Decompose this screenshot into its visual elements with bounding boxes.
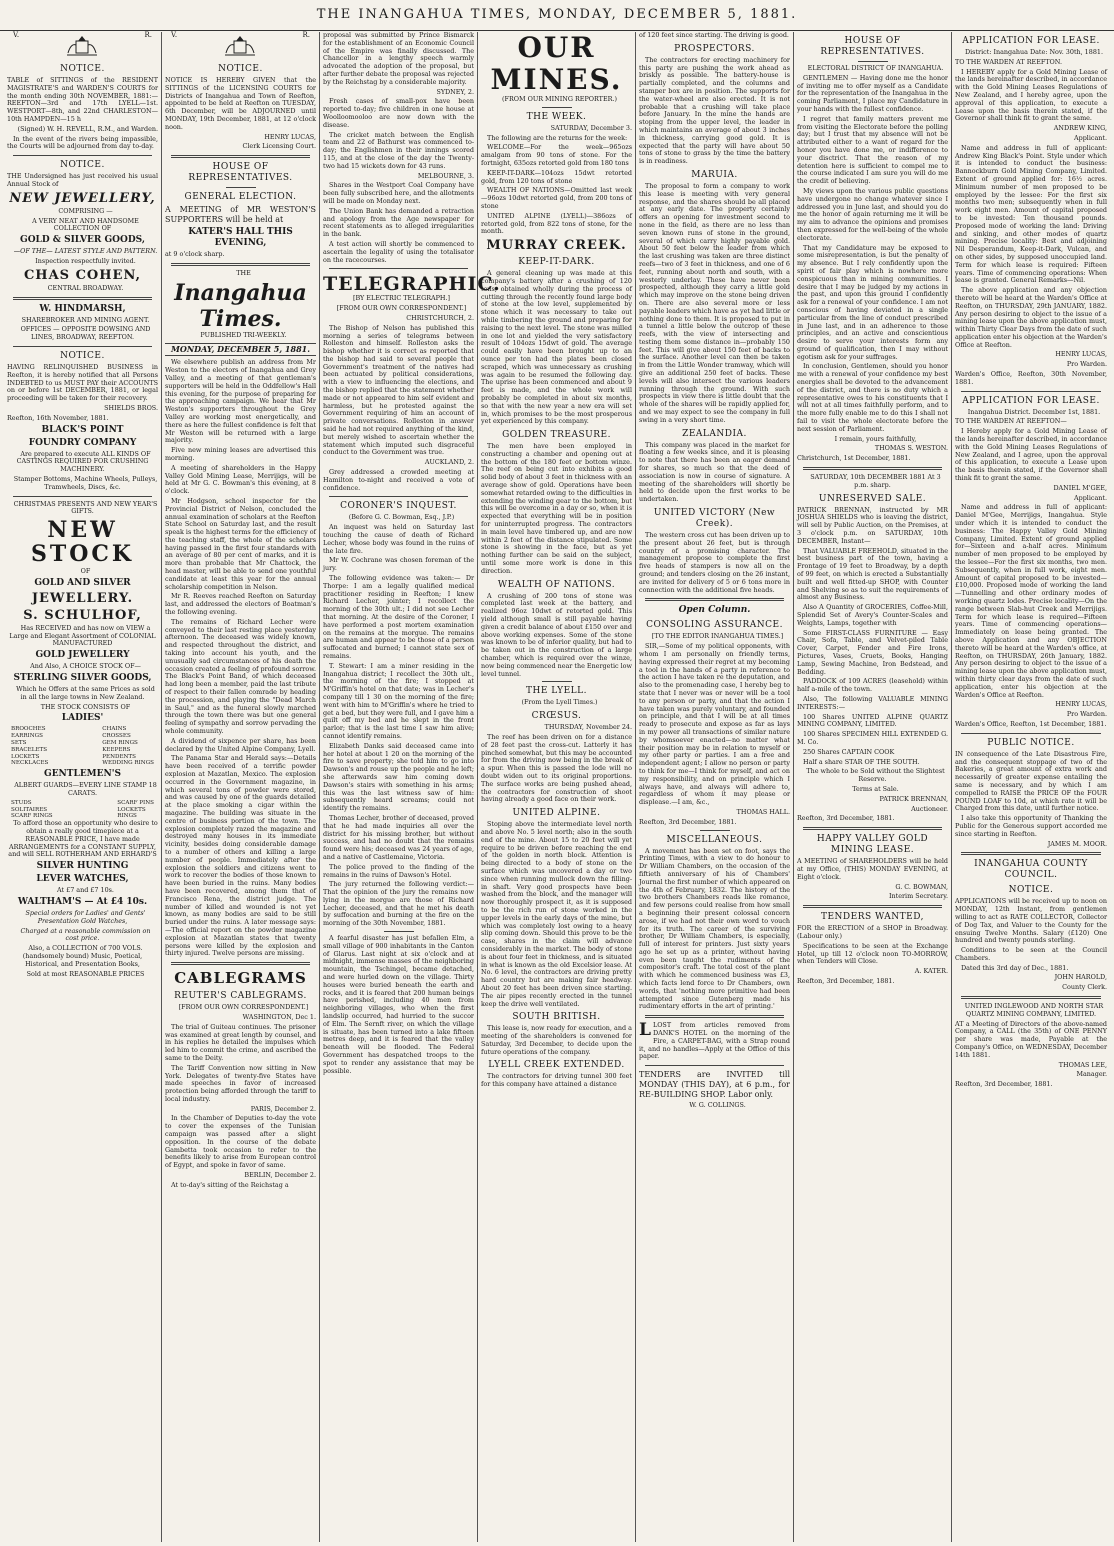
list-item: WEDDING RINGS bbox=[102, 760, 154, 767]
article-paragraph: Five new mining leases are advertised this morning. bbox=[165, 446, 316, 462]
dateline-melbourne: MELBOURNE, 3. bbox=[417, 171, 474, 180]
gents-list-left bbox=[11, 800, 53, 820]
divider bbox=[961, 391, 1101, 392]
lost-notice-text: LOST from articles removed from DANK'S HOTEL on the morning of the Fire, a CARPET-BAG, with a Strap round it, and no handles—Apply at the Office of this paper. bbox=[639, 1021, 790, 1061]
cohen-address: CENTRAL BROADWAY. bbox=[47, 283, 124, 292]
list-item: NECKLACES bbox=[11, 760, 49, 767]
mining-paragraph: This lease is, now ready for execution, and a meeting of the shareholders is convened for Saturday, 3rd December, to decide upon the future operations of the company. bbox=[481, 1024, 632, 1056]
list-item: GEM RINGS bbox=[102, 740, 138, 747]
vr-header bbox=[165, 32, 316, 60]
the-week-heading: THE WEEK. bbox=[526, 111, 587, 122]
list-item: BRACELETS bbox=[11, 746, 48, 753]
gentlemens-heading: GENTLEMEN'S bbox=[44, 769, 121, 780]
happy-valley-secretary: Interim Secretary. bbox=[889, 892, 948, 901]
address-date: Christchurch, 1st December, 1881. bbox=[797, 454, 911, 463]
albert-guards-text: ALBERT GUARDS—EVERY LINE STAMP 18 CARATS. bbox=[14, 781, 157, 798]
council-clerk: County Clerk. bbox=[1062, 983, 1107, 992]
mining-paragraph: The following are the returns for the week: bbox=[487, 133, 628, 142]
dateline-thursday: THURSDAY, November 24. bbox=[544, 723, 632, 732]
article-paragraph: Thomas Lecher, brother of deceased, proved that he had made inquiries all over the district for his missing brother, but without success, and had no doubt that the remains found were his; deceased was 24 years of age, and a native of Castlemaine, Victoria. bbox=[323, 813, 474, 861]
article-paragraph: Elizabeth Danks said deceased came into her hotel at about 1 20 on the morning of the fire to save property; she told him to go into Dawson's and rouse up the people and he left; she afterwards saw him coming down Dawson's stairs with something in his arms; this was the last witness saw of him: subsequently heard screams; could not identify the remains. bbox=[323, 741, 474, 813]
united-alpine-heading: UNITED ALPINE. bbox=[512, 808, 601, 819]
silver-hunting-heading: SILVER HUNTING bbox=[36, 861, 129, 872]
list-item: STUDS bbox=[11, 799, 32, 806]
charged-text: Charged at a reasonable commission on cost price. bbox=[20, 926, 151, 943]
application-1-signature: ANDREW KING, bbox=[1053, 124, 1107, 133]
christmas-text: CHRISTMAS PRESENTS AND NEW YEAR'S GIFTS. bbox=[13, 499, 158, 516]
article-paragraph: The police proved to the finding of the remains in the ruins of Dawson's Hotel. bbox=[323, 862, 474, 879]
divider bbox=[961, 733, 1101, 734]
ladies-heading: LADIES' bbox=[61, 713, 104, 724]
coroner-before: (Before G. C. Bowman, Esq., J.P.) bbox=[348, 513, 455, 522]
divider bbox=[329, 268, 468, 269]
divider bbox=[700, 830, 730, 831]
watch-price: At £7 and £7 10s. bbox=[57, 886, 114, 895]
article-paragraph: Shares in the Westport Coal Company have been fully subscribed here, and the allotments will be made on Monday next. bbox=[323, 181, 474, 205]
united-inglewood-heading: UNITED INGLEWOOD AND NORTH STAR QUARTZ MINING COMPANY, LIMITED. bbox=[964, 1002, 1104, 1018]
sale-item: That VALUABLE FREEHOLD, situated in the best business part of the town, having a Frontage of 19 feet to Broadway, by a depth of 99 feet, on which is erected a Substantially built and well fitted-up SHOP, with Counter and Shelving so as to suit the requirements of almost any Business. bbox=[797, 546, 948, 602]
divider bbox=[171, 155, 310, 158]
sterling-text: Which he Offers at the same Prices as sold in all the large towns in New Zealand. bbox=[16, 685, 155, 701]
hindmarsh-name: W. HINDMARSH, bbox=[39, 303, 126, 314]
application-2-warden: HENRY LUCAS, bbox=[1055, 700, 1107, 709]
article-paragraph: The jury returned the following verdict:—That the opinion of the jury the remains now lying in the morgue are those of Richard Lecher, deceased, and that he met his death by suffocation and burning at the fire on the morning of the 30th November, 1881. bbox=[323, 880, 474, 928]
article-paragraph: A fearful disaster has just befallen Elm, a small village of 900 inhabitants in the Canton of Glarus. Last night at six o'clock and at midnight, immense masses of the neighboring mountain, the Tschingel, became detached, and were hurled down on the village. Thirty houses were buried beneath the earth and rocks, and it is feared that 200 human beings have perished, including 40 men from neighboring villages, who when the first landslip occurred, had hurried to the succor of Elm. The Sernft river, on which the village is situate, has been turned into a lake fifteen metres deep, and it is feared that the valley beneath will be flooded. The Federal Government has despatched troops to the spot to render any assistance that may be possible. bbox=[323, 934, 474, 1075]
application-1-details: Name and address in full of applicant: Andrew King Black's Point. Style under which it is intended to conduct the business: Bannockburn Gold Mining Company, Limited. Extent of ground applied for: 16½ acres. Minimum number of men proposed to be employed by the lessee: For the first six months two men; subsequently when in full work eight men. Amount of capital proposed to be invested: Ten thousand pounds. Proposed mode of working the land: Driving and sinking, and other modes of quartz mining. Precise locality: Best and adjoining Nil Desperandum, Keep-it-Dark, Vulcan, and on other sides, by supposed unoccupied land. Term for which lease is required: Fifteen years. Time of commencing operations: When lease is granted. General Remarks—Nil. bbox=[955, 143, 1107, 285]
mining-paragraph: The contractors for driving tunnel 300 feet for this company have attained a distance bbox=[481, 1072, 632, 1089]
notice-3-text: HAVING RELINQUISHED BUSINESS in Reefton, it is hereby notified that all Persons INDEBTED to us MUST PAY their ACCOUNTS on or before 1st DECEMBER, 1881, or legal proceeding will be taken for their recovery. bbox=[7, 362, 158, 403]
mining-paragraph: Stoping above the intermediate level north and above No. 5 level north; also in the south end of the mine. About 15 to 20 feet will yet require to be driven before reaching the end of the golden in north block. Attention is being directed to a body of stone on the surface which was uncovered a day or two since when running mullock down the filling-in shaft. Very good prospects have been washed from the block, and the manager will now thoroughly prospect it, as it is supposed to be the rich run of stone worked in the upper levels in the early days of the mine, but which was completely lost owing to a heavy slip coming down. Should this prove to be the case, shares in the claim will advance considerably in the market. The body of stone is about four feet in thickness, and is situated in what is known as the old Excelsior lease. At No. 6 level, the contractors are driving pretty hard country but are making fair headway. About 20 feet has been driven since starting. The air pipes recently erected in the tunnel keep the drive well ventilated. bbox=[481, 820, 632, 1008]
letter-signature: THOMAS HALL. bbox=[736, 807, 790, 816]
list-item: EARRINGS bbox=[11, 733, 43, 740]
notice-signature-title: Clerk Licensing Court. bbox=[242, 142, 316, 151]
miscellaneous-heading: MISCELLANEOUS. bbox=[666, 834, 763, 845]
dateline-saturday: SATURDAY, December 3. bbox=[550, 123, 632, 132]
address-closing: I remain, yours faithfully, bbox=[834, 434, 917, 443]
notice-1-title: NOTICE. bbox=[60, 64, 105, 74]
gold-silver-heading: GOLD & SILVER GOODS, bbox=[20, 235, 145, 246]
lost-notice bbox=[639, 1022, 790, 1061]
united-inglewood-text: AT a Meeting of Directors of the above-named Company, a CALL (the 35th) of ONE PENNY per share was made, Payable at the Company's Office, on WEDNESDAY, December 14th 1881. bbox=[955, 1019, 1107, 1059]
notice-1-footer: In the event of the rivers being impassible, the Courts will be adjourned from day to-day. bbox=[7, 134, 158, 151]
foundry-text: Are prepared to execute ALL KINDS OF CASTINGS REQUIRED FOR CRUSHING MACHINERY. bbox=[16, 449, 151, 474]
to-editor-label: [TO THE EDITOR INANGAHUA TIMES.] bbox=[651, 632, 784, 641]
south-british-heading: SOUTH BRITISH. bbox=[512, 1012, 601, 1023]
divider bbox=[542, 107, 572, 108]
prospectors-heading: PROSPECTORS. bbox=[674, 43, 755, 54]
list-item: CHAINS bbox=[102, 726, 127, 733]
divider bbox=[858, 61, 888, 62]
stock-consists: THE STOCK CONSISTS OF bbox=[40, 702, 131, 711]
article-paragraph: The Panama Star and Herald says:—Details have been received of a terrific powder explosion at Mazatlan, Mexico. The explosion occurred in the Government magazine, in which several tons of powder were stored, and was caused by one of the guards detailed at the place smoking a cigar within the magazine. The building was situate in the centre of business portion of the town. The explosion completely razed the magazine and destroyed many houses in its immediate vicinity, besides doing considerable damage to a number of others and killing a large number of people. Immediately after the explosion the soldiers and citizens went to work to recover the bodies of those known to have been buried in the ruins. Many bodies have been recovered, among them that of Francisco Rena, the district judge. The number of killed and wounded is not yet known, as many bodies are said to be still buried under the ruins. A later message says:—The official report on the powder magazine explosion at Mazatlan states that twenty persons were killed by the explosion and thirty injured. Twelve persons are missing. bbox=[165, 754, 316, 958]
council-text: APPLICATIONS will be received up to noon on MONDAY, 12th Instant, from gentlemen willing to act as RATE COLLECTOR, Collector of Dog Tax, and Valuer to the County for the ensuing Twelve Months. Salary (£120) One hundred and twenty pounds sterling. bbox=[955, 897, 1107, 945]
sale-item: Also, The following VALUABLE MINING INTERESTS:— bbox=[797, 694, 948, 711]
choice-stock-text: And Also, A CHOICE STOCK OF— bbox=[30, 662, 141, 671]
sale-intro: PATRICK BRENNAN, instructed by MR JOSHUA SHIELDS who is leaving the district, will sell by Public Auction, on the Premises, at 3 o'clock p.m. on SATURDAY, 10th DECEMBER, Instant— bbox=[797, 505, 948, 545]
mining-paragraph: This company was placed in the market for floating a few weeks since, and it is pleasing to note that there has been an eager demand for shares, so much so that the deed of association is now in course of signature. A meeting of the shareholders will shortly be held to decide upon the first works to be undertaken. bbox=[639, 440, 790, 504]
sale-item: 250 Shares CAPTAIN COOK bbox=[803, 747, 895, 756]
vr-right: R. bbox=[144, 31, 152, 39]
schulhof-text: Has RECEIVED and has now on VIEW a Large and Elegant Assortment of COLONIAL MANUFACTURED bbox=[9, 623, 156, 648]
list-item: CROSSES bbox=[102, 733, 131, 740]
divider bbox=[961, 996, 1101, 999]
dateline: MONDAY, DECEMBER 5, 1881. bbox=[165, 343, 316, 357]
article-paragraph: The remains of Richard Lecher were conveyed to their last resting place yesterday afternoon. The deceased was widely known, and respected throughout the district, and taking into account his youth, and the unusually sad circumstances of his death the occasion created a feeling of profound sorrow. The Black's Point Band, of which deceased had long been a member, paid the last tribute of respect to their fallen comrade by heading the procession, and playing the "Dead March in Saul," and as the funeral slowly marched through the town there was but one general feeling of sympathy and sorrow pervading the whole community. bbox=[165, 617, 316, 736]
of-label: OF bbox=[80, 567, 91, 576]
mining-paragraph: The contractors for erecting machinery for this party are pushing the work ahead as briskly as possible. The battery-house is partially completed, and the columns and stamper box are in position. The supports for the water-wheel are also erected. It is not probable that a crushing will take place before January. In the mine the hands are stoping from the upper level, the leader in which maintains an average of about 3 inches in thickness, carrying good gold. It is expected that the party will have about 50 tons of stone to grass by the time the battery is in readiness. bbox=[639, 55, 790, 166]
mining-return: WELCOME—For the week—965ozs amalgam from 90 tons of stone. For the fortnight, 635ozs retorted gold from 180 tons bbox=[481, 143, 632, 167]
united-inglewood-manager: Manager. bbox=[1076, 1070, 1107, 1079]
tenders-wanted-signature: A. KATER. bbox=[914, 967, 948, 976]
divider bbox=[645, 598, 784, 601]
auctioneer-title: Auctioneer. bbox=[911, 804, 948, 813]
list-item: KEEPERS bbox=[102, 746, 131, 753]
house-heading: HOUSE OF REPRESENTATIVES. bbox=[188, 162, 293, 184]
meeting-time: at 9 o'clock sharp. bbox=[165, 250, 225, 259]
application-2-district: Inangahua District. December 1st, 1881. bbox=[967, 407, 1101, 416]
address-signature: THOMAS S. WESTON. bbox=[874, 444, 948, 453]
foundry-name-1: BLACK'S POINT bbox=[41, 424, 124, 435]
latest-style-text: —OF THE— LATEST STYLE AND PATTERN. bbox=[13, 247, 158, 256]
special-orders: Special orders for Ladies' and Gents' Presentation Gold Watches, bbox=[25, 909, 146, 925]
lever-watches-heading: LEVER WATCHES, bbox=[36, 874, 129, 885]
correspondent-label: [FROM OUR OWN CORRESPONDENT.] bbox=[336, 304, 467, 313]
public-notice-heading: PUBLIC NOTICE. bbox=[987, 737, 1075, 748]
sale-item: Also A Quantity of GROCERIES, Coffee-Mill, Splendid Set of Avery's Counter-Scales and Weights, Lamps, together with bbox=[797, 603, 948, 627]
jewellery-heading-2: JEWELLERY. bbox=[31, 590, 134, 606]
lyell-creek-heading: LYELL CREEK EXTENDED. bbox=[488, 1060, 625, 1071]
foundry-items: Stamper Bottoms, Machine Wheels, Pulleys, Tramwheels, Discs, &c. bbox=[13, 474, 158, 491]
sold-text: Sold at most REASONABLE PRICES bbox=[26, 969, 145, 978]
list-item: SCARF RINGS bbox=[11, 813, 53, 820]
article-paragraph: The cricket match between the English team and 22 of Bathurst was commenced to-day; the Englishmen in their innings scored 115, and at the close of the day the Twenty-two had 15 wickets down for 43 runs. bbox=[323, 130, 474, 170]
sale-date-footer: Reefton, 3rd December, 1881. bbox=[797, 814, 895, 823]
article-paragraph: Grey addressed a crowded meeting at Hamilton to-night and received a vote of confidence. bbox=[323, 468, 474, 492]
golden-treasure-heading: GOLDEN TREASURE. bbox=[502, 430, 611, 441]
notice-title: NOTICE. bbox=[218, 64, 263, 74]
mining-return: UNITED ALPINE (LYELL)—386ozs of retorted gold, from 822 tons of stone, for the month. bbox=[481, 211, 632, 236]
article-paragraph: A meeting of shareholders in the Happy Valley Gold Mining Lease, Merrijigs, will be held at Mr G. C. Bowman's this evening, at 8 o'clock. bbox=[165, 463, 316, 496]
gents-list-right bbox=[117, 800, 154, 820]
divider bbox=[171, 962, 310, 965]
divider bbox=[961, 852, 1101, 855]
divider bbox=[13, 155, 152, 156]
electric-telegraph-label: [BY ELECTRIC TELEGRAPH.] bbox=[352, 294, 451, 303]
council-conditions: Conditions to be seen at the Council Chambers. bbox=[955, 946, 1107, 962]
article-paragraph: Mr W. Cochrane was chosen foreman of the jury. bbox=[323, 556, 474, 573]
sale-item: 100 Shares SPECIMEN HILL EXTENDED G. M. Co. bbox=[797, 730, 948, 746]
mining-paragraph: The reef has been driven on for a distance of 28 feet past the cross-cut. Latterly it has pinched somewhat, but this may be accounted for from the driving now being in the break of a spur. When this is passed the lode will no doubt widen out to its original proportions. The surface works are being pushed ahead, the contractors for construction of shoot having already a good face on their work. bbox=[481, 733, 632, 804]
application-2-text: I Hereby apply for a Gold Mining Lease of the lands hereinafter described, in accordance with the Gold Mining Leases Regulations of New Zealand, and I agree, upon the approval of this application, to execute a Lease upon the basis therein stated, if the Governor shall think fit to grant the same. bbox=[955, 427, 1107, 483]
reuter-heading: REUTER'S CABLEGRAMS. bbox=[174, 991, 307, 1002]
list-item: SOLITAIRES bbox=[11, 806, 48, 813]
county-council-heading: INANGAHUA COUNTY COUNCIL. bbox=[974, 859, 1088, 881]
divider bbox=[645, 1065, 784, 1066]
application-1-to: TO THE WARDEN AT REEFTON. bbox=[955, 57, 1063, 66]
sale-date: SATURDAY, 10th DECEMBER 1881 At 3 p.m. sharp. bbox=[810, 473, 941, 489]
council-notice-heading: NOTICE. bbox=[1008, 885, 1054, 896]
notice-text: NOTICE IS HEREBY GIVEN that the SITTINGS of the LICENSING COURTS for Districts of Inangahua and Town of Reefton, appointed to be held at Reefton on TUESDAY, 6th December, will be ADJOURNED until MONDAY, 19th December, 1881, at 12 o'clock noon. bbox=[165, 76, 316, 131]
divider bbox=[13, 346, 152, 347]
list-item: RINGS bbox=[117, 813, 137, 820]
list-item: BROOCHES bbox=[11, 726, 46, 733]
divider bbox=[645, 1015, 784, 1018]
council-dated: Dated this 3rd day of Dec., 1881. bbox=[961, 963, 1069, 972]
sale-reserve: The whole to be Sold without the Slightest Reserve. bbox=[806, 767, 945, 784]
council-signature: JOHN HAROLD, bbox=[1054, 973, 1107, 982]
article-paragraph: We elsewhere publish an address from Mr Weston to the electors of Inangahua and Grey Valley, and a meeting of that gentleman's supporters will be held in the Oddfellow's Hall this evening, for the purpose of preparing for the approaching campaign. We hear that Mr Weston's supporters throughout the Grey Valley are working most energetically, and there as here the fullest confidence is felt that Mr Weston will be returned with a large majority. bbox=[165, 358, 316, 445]
letter-date: Reefton, 3rd December, 1881. bbox=[639, 817, 737, 826]
divider bbox=[384, 931, 414, 932]
assortment-text: A VERY NEAT AND HANDSOME COLLECTION OF bbox=[32, 216, 139, 233]
list-item: PENDENTS bbox=[102, 753, 136, 760]
lyell-times-label: (From the Lyell Times.) bbox=[521, 698, 598, 707]
public-notice-signature: JAMES M. MOOR. bbox=[1047, 839, 1107, 848]
column-3 bbox=[320, 31, 501, 1542]
tenders-signature: W. G. COLLINGS. bbox=[689, 1101, 746, 1110]
mining-paragraph: The men have been employed in constructing a chamber and opening out at the bottom of the 180 feet or bottom winze. The reef on being cut into exhibits a good solid body of about 3 feet in thickness with an average show of gold. Operations have been somewhat retarded owing to the difficulties in extending the winding gear to the bottom, but this will be overcome in a day or so, when it is expected that everything will be in position for uninterrupted progress. The contractors in main level have timbered up, and are now within 2 feet of the distance stipulated. Some stone is showing in the face, but as yet nothing further can be said on the subject, until some more work is done in this direction. bbox=[481, 442, 632, 575]
cable-paragraph: The trial of Guiteau continues. The prisoner was examined at great length by counsel, and in his replies he detailed the impulses which led him to commit the crime, and ascribed the same to the Deity. bbox=[165, 1022, 316, 1062]
offices-text: OFFICES — OPPOSITE DOWSING AND LINES, BROADWAY, REEFTON. bbox=[20, 325, 151, 342]
column-4 bbox=[478, 32, 636, 1542]
united-inglewood-signature: THOMAS LEE, bbox=[1058, 1060, 1107, 1069]
wealth-of-nations-heading: WEALTH OF NATIONS. bbox=[497, 579, 616, 590]
application-2-applicant: Applicant. bbox=[1074, 493, 1107, 502]
list-item: LOCKETS bbox=[117, 806, 146, 813]
notice-3-title: NOTICE. bbox=[60, 350, 105, 361]
newspaper-columns bbox=[4, 32, 1110, 1542]
telegraphic-heading: TELEGRAPHIC. bbox=[323, 273, 501, 296]
article-paragraph: proposal was submitted by Prince Bismarck for the establishment of an Economic Council of the Empire was finally discussed. The Chancellor in a lengthy speech warmly advocated the adoption of the proposal, but after further debate the proposal was rejected by the Reichstag by a considerable majority. bbox=[323, 31, 474, 86]
article-paragraph: Mr R. Reeves reached Reefton on Saturday last, and addressed the electors of Boatman's the following evening. bbox=[165, 592, 316, 617]
divider bbox=[542, 681, 572, 682]
united-victory-heading: UNITED VICTORY (New Creek). bbox=[653, 508, 776, 530]
application-2-details: Name and address in full of applicant: Daniel M'Gee, Merrijigs, Inangahua. Style under which it is intended to conduct the business: The Happy Valley Gold Mining Company, Limited. Extent of ground applied for—Sixteen and a-half acres. Minimum number of men proposed to be employed by the lessee—For the first six months, two men. Subsequently, when in full work, eight men. Amount of capital proposed to be invested—£10,000. Proposed mode of working the land—Tunnelling and other ordinary modes of working quartz lodes. Precise locality—On the range between Slab-hut Creek and Merrijigs. Term for which lease is required—Fifteen years. Time of commencing operations—Immediately on lease being granted. The above Application and any OBJECTION thereto will be heard at the Warden's office, at Reefton, on THURSDAY, 26th January, 1882. Any person desiring to object to the issue of a mining lease upon the above application must, within thirty clear days from the date of such application, enter his objection at the Warden's Office at Reefton. bbox=[955, 503, 1107, 699]
ladies-list-left bbox=[11, 726, 48, 767]
tenders-wanted-spec: Specifications to be seen at the Exchange Hotel, up till 12 o'clock noon TO-MORROW, when Tenders will Close. bbox=[797, 941, 948, 966]
application-2-office: Warden's Office, Reefton, 1st December, 1881. bbox=[955, 719, 1107, 728]
article-paragraph: A movement has been set on foot, says the Printing Times, with a view to do honour to Dr William Chambers, on the occasion of the fiftieth anniversary of his of Chambers' Journal the first number of which appeared on the 4th of February, 1832. The history of the two brothers Chambers reads like romance, and few persons could realise from how small a beginning their present colossal concern arose, if we had not their own word to vouch for its truth. The career of the surviving brother, Dr William Chambers, is especially, full of interest for printers. Just sixty years ago he set up as a printer, without having even been taught the rudiments of the compositor's craft. The total cost of the plant with which he commenced business was £3, which facts lend force to Dr Chambers, own words, that 'nothing more primitive had been attempted since Gutenberg made his rudimentary efforts in the art of printing.' bbox=[639, 846, 790, 1011]
list-item: SCARF PINS bbox=[117, 799, 154, 806]
dateline-auckland: AUCKLAND, 2. bbox=[424, 458, 474, 467]
happy-valley-signature: G. C. BOWMAN, bbox=[895, 882, 948, 891]
sale-terms: Terms at Sale. bbox=[852, 784, 899, 793]
divider bbox=[803, 905, 942, 908]
notice-3-signature: SHIELDS BROS. bbox=[104, 403, 158, 412]
divider bbox=[171, 263, 310, 266]
consoling-assurance-heading: CONSOLING ASSURANCE. bbox=[646, 620, 783, 631]
sale-item: Half a share STAR OF THE SOUTH. bbox=[803, 757, 920, 766]
mining-return: WEALTH OF NATIONS—Omitted last week—96ozs 10dwt retorted gold, from 200 tons of stone bbox=[481, 186, 632, 210]
divider bbox=[803, 827, 942, 830]
sterling-heading: STERLING SILVER GOODS, bbox=[13, 673, 152, 684]
dateline-washington: WASHINGTON, Dec 1. bbox=[242, 1012, 316, 1021]
cable-paragraph: At to-day's sitting of the Reichstag a bbox=[171, 1180, 289, 1189]
application-1-office: Warden's Office, Reefton, 30th November, 1881. bbox=[955, 370, 1107, 386]
list-item: SETS bbox=[11, 740, 27, 747]
letter-paragraph: SIR,—Some of my political opponents, with whom I am personally on friendly terms, having expressed their regret at my becoming a tool in the hands of a party in reference to the action I have taken re the deputation, and also to the promenading case, I hereby beg to state that I never was or never will be a tool to any person or party, and that the action I have taken was purely voluntary, and founded on principle, and that I will be at all times ready to prosecute and expose as far as lays in my power all transactions of similar nature by whomsoever enacted—no matter what their position may be in relation to myself or my other party or parties. I am a free and independent agent; I allow no person or party to think for me—I think for myself, and act on my responsibility, and on principle which I always have, and always will adhere to, regardless of whom it may please or displease.—I am, &c., bbox=[639, 642, 790, 807]
article-paragraph: The following evidence was taken:— Dr Thorpe: I am a legally qualified medical practitioner residing in Reefton; I knew Richard Lecher, jointer; I recollect the morning of the 30th ult.; I did not see Lecher that morning. At the desire of the Coroner, I have performed a post mortem examination on the remains at the morgue. The remains are human and appear to be those of a person suffocated and burned; I cannot state sex of remains. bbox=[323, 574, 474, 660]
cablegrams-heading: CABLEGRAMS bbox=[174, 969, 307, 988]
sale-item: Some FIRST-CLASS FURNITURE — Easy Chair, Sofa, Table, and Velvet-piled Table Cover, Carpet, Fender and Fire Irons, Pictures, Vases, Cruets, Books, Hanging Lamp, Sewing Machine, Iron Bedstead, and Bedding. bbox=[797, 628, 948, 676]
article-paragraph: Mr Hodgson, school inspector for the Provincial District of Nelson, concluded the annual examination of scholars at the Reefton State School on Saturday last, and the result speak is the highest terms for the efficiency of the teaching staff, the whole of the scholars having passed in the first four standards with an average of 80 per cent of marks, and it is more than probable that Mr Chattock, the head master, will be able to send one youthful candidate at least this year for the annual scholarship competition in Nelson. bbox=[165, 496, 316, 591]
tenders-wanted-heading: TENDERS WANTED, bbox=[820, 912, 925, 923]
mining-paragraph: The proposal to form a company to work this lease is meeting with very general response, and the shares should be all placed at any early date. The property certainly offers an opening for investment second to none in the field, as there are no less than seven known runs of stone in the ground, several of which carry highly payable gold. About 50 feet below the leader from which the last crushing was taken are three distinct reefs—two of 3 feet in thickness, and one of 6 feet, running about north and south, with a westerly underlay. These have never been prospected, although they carry a little gold which may improve on the stone being driven on. There are also several more or less payable leaders which have as yet had little or nothing done to them. It is proposed to put in a tunnel a little below the outcrop of these reefs, with the view of intersecting and testing them some distance in—probably 150 feet. This will give about 150 feet of backs to the surface. Another level can then be taken in from the Little Wonder tramway, which will give an additional 250 feet of backs. These levels will also intersect the various leaders running through the ground. With such prospects in view there is little doubt that the whole of the shares will be rapidly applied for, and we may expect to see the company in full swing in a very short time. bbox=[639, 181, 790, 424]
address-paragraph: I regret that family matters prevent me from visiting the Electorate before the polling day; but I trust that my absence will not be attributed either to a want of regard for the honor you have done me, or indifference to your disctrict. That the reason of my detention here is sufficient to compel me to the course indicated I am sure you will do me the credit of believing. bbox=[797, 114, 948, 186]
mining-paragraph: of 120 feet since starting. The driving is good. bbox=[639, 31, 789, 39]
mining-paragraph: A crushing of 200 tons of stone was completed last week at the battery, and realized 96oz 10dwt of retorted gold. This yield although small is still payable having given a credit balance of about £150 over and above working expenses. Some of the stone was known to be of inferior quality, but had to be taken out in the construction of a large chamber, which is required over the winze, now being commenced near the Energetic low level tunnel. bbox=[481, 591, 632, 678]
paper-title: Inangahua Times. bbox=[174, 279, 307, 332]
divider bbox=[13, 297, 152, 300]
unreserved-sale-heading: UNRESERVED SALE. bbox=[818, 493, 927, 504]
article-paragraph: An inquest was held on Saturday last touching the cause of death of Richard Lecher, whose body was found in the ruins of the late fire. bbox=[323, 523, 474, 555]
vr-left: V. bbox=[171, 31, 178, 39]
maruia-heading: MARUIA. bbox=[691, 169, 738, 180]
the-lyell-heading: THE LYELL. bbox=[525, 686, 587, 697]
mining-paragraph: The western cross cut has been driven up to the present about 26 feet, but is through country of a promising character. The management propose to complete the first five heads of stampers is now all on the ground; and tenders closing on the 26 instant, are invited for delivery of 5 or 6 tons more in connection with the additional five heads. bbox=[639, 531, 790, 594]
royal-crest-icon bbox=[223, 35, 257, 57]
sale-item: 100 Shares UNITED ALPINE QUARTZ MINING COMPANY, LIMITED. bbox=[797, 712, 948, 729]
inspection-text: Inspection respectfully invited. bbox=[35, 256, 136, 265]
tenders-wanted-text: FOR the ERECTION of a SHOP in Broadway. (Labour only.) bbox=[797, 924, 948, 940]
cohen-name: CHAS COHEN, bbox=[23, 267, 142, 283]
column-6 bbox=[794, 32, 952, 1542]
application-2-to: TO THE WARDEN AT REEFTON— bbox=[955, 417, 1067, 426]
dateline-sydney: SYDNEY, 2. bbox=[436, 87, 474, 96]
article-paragraph: The Union Bank has demanded a retraction and apology from the Age newspaper for recent statements as to alleged irregularities in the bank. bbox=[323, 206, 474, 239]
notice-3-date: Reefton, 16th November, 1881. bbox=[7, 413, 109, 422]
dateline-berlin: BERLIN, December 2. bbox=[244, 1171, 316, 1180]
general-election-heading: GENERAL ELECTION. bbox=[184, 192, 297, 203]
cable-paragraph: The Tariff Convention now sitting in New York. Delegates of twenty-five States have made speeches in favor of increased protection being afforded through the tariff to local industry. bbox=[165, 1063, 316, 1103]
sale-item: PADDOCK of 109 ACRES (leasehold) within half a-mile of the town. bbox=[797, 677, 948, 694]
divider bbox=[803, 467, 942, 470]
murray-creek-heading: MURRAY CREEK. bbox=[486, 238, 627, 254]
open-column-heading: Open Column. bbox=[678, 605, 751, 616]
notice-1-signature: (Signed) W. H. REVELL, R.M., and Warden. bbox=[17, 124, 158, 133]
keep-it-dark-heading: KEEP-IT-DARK. bbox=[518, 257, 595, 268]
tenders-notice: TENDERS are INVITED till MONDAY (THIS DAY), at 6 p.m., for RE-BUILDING SHOP. Labor only. bbox=[639, 1070, 790, 1100]
house-heading: HOUSE OF REPRESENTATIVES. bbox=[820, 36, 925, 57]
address-paragraph: My views upon the various public questions have undergone no change whatever since I addressed you in June last, and should you do me the honor of again returning me it will be my aim to advance the opinions and promises then expressed for the well-being of the whole electorate. bbox=[797, 186, 948, 242]
application-1-objection: The above application and any objection thereto will be heard at the Warden's Office at Reefton, on THURSDAY, 29th JANUARY, 1882. Any person desiring to object to the issue of a mining lease upon the above application must, within Thirty Clear Days from the date of such application enter his objection at the Warden's Office at Reefton. bbox=[955, 286, 1107, 349]
foundry-name-2: FOUNDRY COMPANY bbox=[28, 437, 137, 448]
new-stock-heading: NEW STOCK bbox=[30, 517, 135, 568]
jewellery-heading: NEW JEWELLERY, bbox=[9, 190, 156, 206]
application-heading-2: APPLICATION FOR LEASE. bbox=[962, 395, 1100, 406]
coroner-heading: CORONER'S INQUEST. bbox=[340, 501, 457, 512]
published-label: PUBLISHED TRI-WEEKLY. bbox=[200, 330, 287, 339]
article-paragraph: The Bishop of Nelson has published this morning a series of telegrams between Rolleston and himself. Rolleston asks the bishop whether it is correct as reported that the bishop had said to several people that Government's treatment of the natives had been actuated by political considerations, with a view to influencing the elections, and the bishop replied that the statement whether made or not appeared to him self evident and harmless, but he protested against the Government requiring of him an account of private conversations. Rolleston in answer said he had not required anything of the kind, but merely wished to ascertain whether the statement which imputed such disgraceful conduct to the Government was true. bbox=[323, 323, 474, 457]
divider bbox=[226, 187, 256, 188]
croesus-heading: CRŒSUS. bbox=[531, 711, 582, 722]
collection-text: Also, a COLLECTION of 700 VOLS. (handsomely bound) Music, Poetical, Historical, and Presentation Books, bbox=[22, 944, 143, 968]
column-7 bbox=[952, 32, 1110, 1542]
ladies-list bbox=[7, 726, 158, 767]
hindmarsh-subtitle: SHAREBROKER AND MINING AGENT. bbox=[21, 315, 150, 324]
gold-silver-label: GOLD AND SILVER bbox=[34, 577, 131, 588]
meeting-text: A MEETING of MR WESTON'S SUPPORTERS will be held at bbox=[165, 205, 316, 225]
public-notice-text: IN consequence of the Late Disastrous Fire, and the consequent stoppage of two of the Bakeries, a great amount of extra work and necessarily of greater expense entailing the same is necessary, and by which I am compelled to RAISE the PRICE OF the FOUR POUND LOAF to 10d, at which rate it will be Charged from this date, until further notice. bbox=[955, 749, 1107, 813]
gents-list bbox=[7, 800, 158, 820]
happy-valley-text: A MEETING of SHAREHOLDERS will be held at my Office, (THIS) MONDAY EVENING, at Eight o'clock. bbox=[797, 857, 948, 881]
column-5 bbox=[636, 32, 794, 1542]
address-paragraph: GENTLEMEN — Having done me the honor of inviting me to offer myself as a Candidate for the representation of the Inangahua in the coming Parliament, I place my Candidature in your hands with the fullest confidence. bbox=[797, 73, 948, 113]
divider bbox=[329, 496, 468, 497]
article-paragraph: A test action will shortly be commenced to ascertain the legality of using the totalisator on the racecourses. bbox=[323, 239, 474, 264]
cable-paragraph: In the Chamber of Deputies to-day the vote to cover the expenses of the Tunisian campaign was passed after a slight opposition. In the course of the debate Gambetta took occasion to refer to the benefits likely to arise from European control of Egypt, and spoke in favor of same. bbox=[165, 1114, 316, 1170]
divider bbox=[13, 496, 152, 497]
gold-jewellery-heading: GOLD JEWELLERY bbox=[35, 650, 130, 661]
notice-signature: HENRY LUCAS, bbox=[264, 132, 316, 141]
hall-heading: KATER'S HALL THIS EVENING, bbox=[188, 227, 293, 249]
address-paragraph: That my Candidature may be exposed to some misrepresentation, is but the penalty of my absence. But I rely confidently upon the spirit of fair play which is nowhere more conspicuous than in mining communities. I desire that I may be judged by my actions in the past, and upon this ground I confidently ask for a renewal of your confidence. I am not conscious of having deviated in a single particular from the line of conduct prescribed in June last, and in an adherence to those principles, and an active and conscientious desire to serve your interests form any ground of qualification, then I may without egotism ask for your suffrages. bbox=[797, 243, 948, 361]
column-1 bbox=[4, 32, 162, 1542]
public-notice-thanks: I also take this opportunity of Thanking the Public for the Generous support accorded me since starting in Reefton. bbox=[955, 814, 1107, 838]
correspondent-label: [FROM OUR OWN CORRESPONDENT.] bbox=[178, 1003, 309, 1012]
application-1-district: District: Inangahua Date: Nov. 30th, 1881. bbox=[965, 48, 1103, 56]
ladies-list-right bbox=[102, 726, 154, 767]
list-item: LOCKETS bbox=[11, 753, 40, 760]
afford-text: To afford those an opportunity who desire to obtain a really good timepiece at a REASONABLE PRICE, I have made ARRANGEMENTS for a CONSTANT SUPPLY, and will SELL ROTHERHAM AND ERHARD'S bbox=[8, 819, 158, 859]
notice-2-intro: THE Undersigned has just received his usual Annual Stock of bbox=[7, 172, 158, 188]
schulhof-name: S. SCHULHOF, bbox=[23, 607, 142, 623]
article-paragraph: T. Stewart: I am a miner residing in the Inangahua district; I recollect the 30th ult., the morning of the fire; I stopped at M'Griffin's hotel on that date; was in Lecher's company till 1 30 on the morning of the fire; went with him to M'Griffin's where he tried to get a bed, but they were full, and I gave him a quilt off my bed and he slept in the front parlor; that is the last time I saw him alive; cannot identify remains. bbox=[323, 661, 474, 740]
comprising-label: COMPRISING — bbox=[58, 206, 113, 215]
mining-paragraph: A general cleaning up was made at this company's battery after a crushing of 120 tons, obtained wholly during the process of cutting through the recently found large body of stone at the low level, supplemented by stone which it was necessary to take out while timbering the ground and preparing for raising to the next level. The stone was milled in one lot and yielded the very satisfactory result of 104ozs 15dwt of gold. The average could easily have been brought up to an ounce per ton had the plates been closed scraped, which was unnecessary as crushing was again to be resumed the following day. The uprise has been commenced and about 9 feet is made, and the whole work will probably be completed in about six months, so that with the new year a new era will set in, which promises to be the most prosperous yet experienced by this company. bbox=[481, 269, 632, 426]
article-paragraph: A dividend of sixpence per share, has been declared by the United Alpine Company, Lyell. bbox=[165, 736, 316, 753]
dateline-christchurch: CHRISTCHURCH, 2. bbox=[406, 313, 474, 322]
our-mines-heading: OUR MINES. bbox=[490, 31, 623, 96]
application-1-pro-warden: Pro Warden. bbox=[1066, 360, 1107, 369]
tenders-wanted-date: Reefton, 3rd December, 1881. bbox=[797, 976, 895, 985]
waltham-price: WALTHAM'S — At £4 10s. bbox=[17, 897, 148, 908]
the-label: THE bbox=[236, 268, 251, 277]
application-1-warden: HENRY LUCAS, bbox=[1055, 350, 1107, 359]
mining-return: KEEP-IT-DARK—104ozs 15dwt retorted gold, from 120 tons of stone bbox=[481, 168, 632, 185]
application-2-pro-warden: Pro Warden. bbox=[1066, 710, 1107, 719]
application-heading-1: APPLICATION FOR LEASE. bbox=[962, 36, 1100, 46]
newspaper-masthead: THE INANGAHUA TIMES, MONDAY, DECEMBER 5, 1881. bbox=[0, 0, 1114, 31]
dateline-paris: PARIS, December 2. bbox=[250, 1104, 316, 1113]
notice-2-title: NOTICE. bbox=[60, 160, 105, 171]
address-paragraph: In conclusion, Gentlemen, should you honor me with a renewal of your confidence my best energies shall be devoted to the advancement of the district, and there is no duty which a representative owes to his constituents that I will not at all times faithfully perform, and to the more fully enable me to do this I shall not fail to visit the whole electorate before the next session of Parliament. bbox=[797, 362, 948, 433]
column-2 bbox=[162, 32, 320, 1542]
united-inglewood-date: Reefton, 3rd December, 1881. bbox=[955, 1080, 1053, 1089]
application-2-signature: DANIEL M'GEE, bbox=[1053, 483, 1107, 492]
happy-valley-heading: HAPPY VALLEY GOLD MINING LEASE. bbox=[816, 834, 929, 856]
electoral-district: ELECTORAL DISTRICT OF INANGAHUA. bbox=[807, 64, 944, 72]
dropcap-letter: L bbox=[639, 1020, 651, 1041]
vr-right: R. bbox=[302, 31, 310, 39]
auctioneer-name: PATRICK BRENNAN, bbox=[879, 794, 948, 803]
vr-header bbox=[7, 32, 158, 60]
zealandia-heading: ZEALANDIA. bbox=[682, 428, 747, 439]
article-paragraph: Fresh cases of small-pox have been reported to-day; five children in one house at Woolloomooloo are now down with the disease. bbox=[323, 97, 474, 129]
notice-1-text: TABLE of SITTINGS of the RESIDENT MAGISTRATE'S and WARDEN'S COURTS for the month ending 30th NOVEMBER, 1881:— REEFTON—3rd and 17th LYELL—1st. WESTPORT—8th, and 22nd CHARLESTON—10th HAMPDEN—15 h bbox=[7, 76, 158, 123]
application-1-text: I HEREBY apply for a Gold Mining Lease of the lands hereinafter described, in accordance with the Gold Mining Leases Regulations of New Zealand, and I hereby agree, upon the approval of this application, to execute a Lease upon the basis therein stated, if the Governor shall think fit to grant the same. bbox=[955, 67, 1107, 123]
application-1-applicant: Applicant. bbox=[1074, 133, 1107, 142]
mining-reporter-label: (FROM OUR MINING REPORTER.) bbox=[502, 95, 617, 103]
royal-crest-icon bbox=[65, 35, 99, 57]
vr-left: V. bbox=[13, 31, 20, 39]
